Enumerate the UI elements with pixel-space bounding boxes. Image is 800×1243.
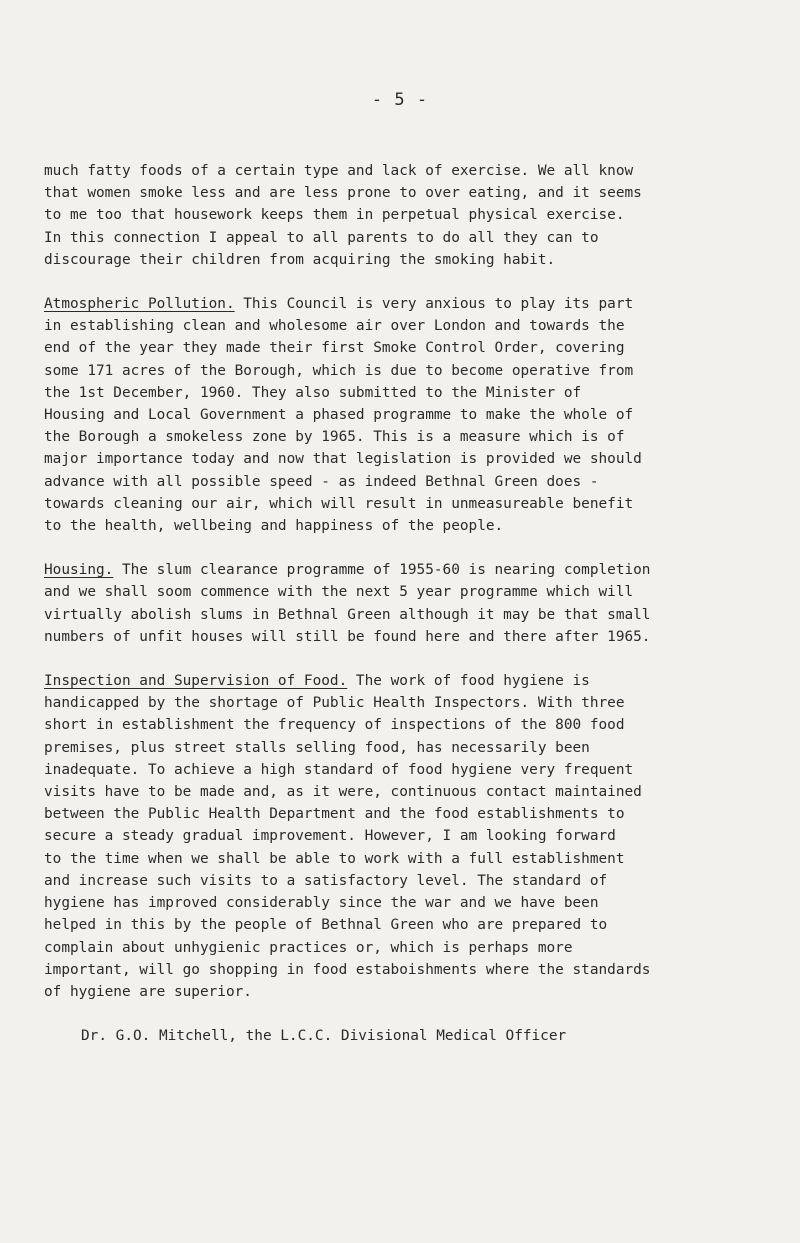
housing-text: The slum clearance programme of 1955-60 is nearing completion and we shall soom commence with the next 5 year programme which will virtually abolish slums in Bethnal Green although it may be that small numbers of unfit houses will still be found here and there after 1965. [44,562,651,645]
atmospheric-pollution-heading: Atmospheric Pollution. [44,296,235,313]
food-inspection-heading: Inspection and Supervision of Food. [44,673,348,690]
atmospheric-pollution-paragraph [44,293,774,537]
housing-heading: Housing. [44,562,114,579]
atmospheric-pollution-text: This Council is very anxious to play its part in establishing clean and wholesome air over London and towards the end of the year they made their first Smoke Control Order, covering some 171 acres of the Borough, which is due to become operative from the 1st December, 1960. They also submitted to the Minister of Housing and Local Government a phased programme to make the whole of the Borough a smokeless zone by 1965. This is a measure which is of major importance today and now that legislation is provided we should advance with all possible speed - as indeed Bethnal Green does - towards cleaning our air, which will result in unmeasureable benefit to the health, wellbeing and happiness of the people. [44,296,642,535]
food-inspection-paragraph [44,670,774,1003]
document-body [44,160,774,1047]
intro-paragraph: much fatty foods of a certain type and lack of exercise. We all know that women smoke less and are less prone to over eating, and it seems to me too that housework keeps them in perpetual physical exercise. In this connection I appeal to all parents to do all they can to discourage their children from acquiring the smoking habit. [44,163,642,268]
signature-line: Dr. G.O. Mitchell, the L.C.C. Divisional Medical Officer [81,1028,567,1045]
food-inspection-text: The work of food hygiene is handicapped by the shortage of Public Health Inspectors. With three short in establishment the frequency of inspections of the 800 food premises, plus street stalls selling food, has necessarily been inadequate. To achieve a high standard of food hygiene very frequent visits have to be made and, as it were, continuous contact maintained between the Public Health Department and the food establishments to secure a steady gradual improvement. However, I am looking forward to the time when we shall be able to work with a full establishment and increase such visits to a satisfactory level. The standard of hygiene has improved considerably since the war and we have been helped in this by the people of Bethnal Green who are prepared to complain about unhygienic practices or, which is perhaps more important, will go shopping in food estaboishments where the standards of hygiene are superior. [44,673,651,1000]
housing-paragraph [44,559,774,648]
page-number: - 5 - [371,90,429,110]
